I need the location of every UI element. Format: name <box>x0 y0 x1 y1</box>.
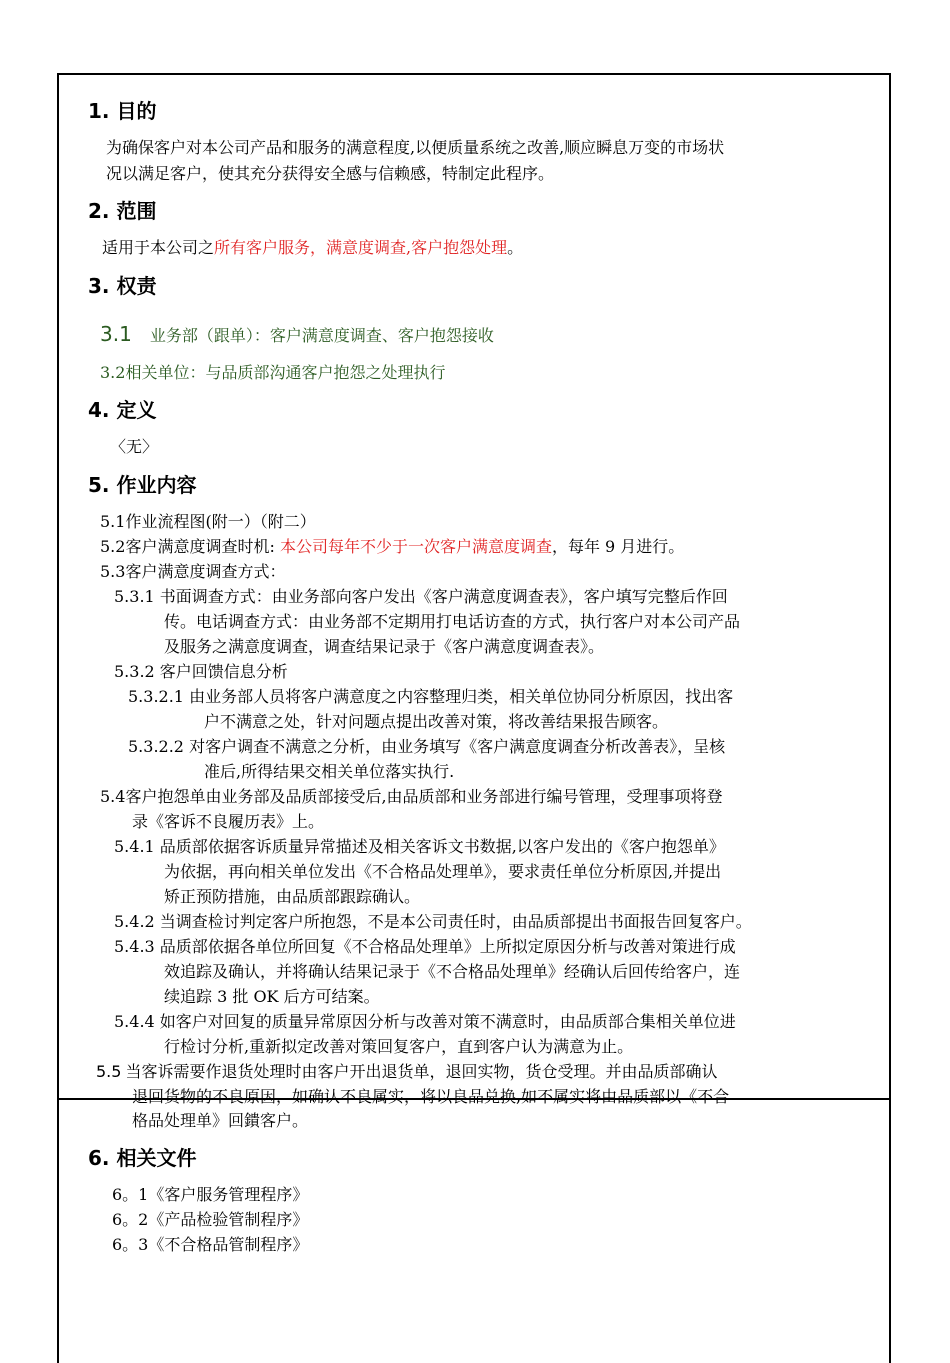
para-5-4-line-1: 5.4客户抱怨单由业务部及品质部接受后,由品质部和业务部进行编号管理，受理事项将登 <box>100 787 723 806</box>
section-6-heading: 6. 相关文件 <box>88 1146 197 1170</box>
para-5-4-1-line-1: 5.4.1 品质部依据客诉质量异常描述及相关客诉文书数据,以客户发出的《客户抱怨单》 <box>114 837 725 856</box>
para-5-4-3-line-3: 续追踪 3 批 OK 后方可结案。 <box>164 987 380 1006</box>
para-5-3-2-1-line-1: 5.3.2.1 由业务部人员将客户满意度之内容整理归类，相关单位协同分析原因，找出客 <box>128 687 734 706</box>
para-5-2-suffix: ，每年 9 月进行。 <box>551 537 685 556</box>
section-1-line-2: 况以满足客户，使其充分获得安全感与信赖感，特制定此程序。 <box>106 164 555 183</box>
section-3-item-1-text: 业务部（跟单）：客户满意度调查、客户抱怨接收 <box>149 326 494 345</box>
para-5-3-1-line-1: 5.3.1 书面调查方式：由业务部向客户发出《客户满意度调查表》，客户填写完整后作回 <box>114 587 728 606</box>
para-5-3-2-2-line-1: 5.3.2.2 对客户调查不满意之分析，由业务填写《客户满意度调查分析改善表》，呈核 <box>128 737 726 756</box>
section-3-item-1-number: 3.1 <box>100 322 132 346</box>
para-5-4-3-line-1: 5.4.3 品质部依据各单位所回复《不合格品处理单》上所拟定原因分析与改善对策进行成 <box>114 937 736 956</box>
para-5-2-prefix: 5.2客户满意度调查时机: <box>100 537 280 556</box>
para-5-4-2: 5.4.2 当调查检讨判定客户所抱怨，不是本公司责任时，由品质部提出书面报告回复客户。 <box>114 912 752 931</box>
section-4-body: 〈无〉 <box>110 437 159 456</box>
section-2-heading: 2. 范围 <box>88 199 157 223</box>
para-5-5-line-1 <box>96 1061 717 1083</box>
para-5-5-number: 5.5 <box>96 1062 122 1081</box>
para-5-4-4-line-2: 行检讨分析,重新拟定改善对策回复客户，直到客户认为满意为止。 <box>164 1037 634 1056</box>
section-4-heading: 4. 定义 <box>88 398 157 422</box>
para-5-5-line-2: 退回货物的不良原因，如确认不良属实，将以良品兑换,如不属实将由品质部以《不合 <box>132 1087 730 1106</box>
related-doc-1: 6。1《客户服务管理程序》 <box>112 1185 309 1204</box>
para-5-3-2: 5.3.2 客户回馈信息分析 <box>114 662 288 681</box>
para-5-5-text-1: 当客诉需要作退货处理时由客户开出退货单，退回实物，货仓受理。并由品质部确认 <box>125 1062 718 1081</box>
section-1-line-1: 为确保客户对本公司产品和服务的满意程度,以便质量系统之改善,顺应瞬息万变的市场状 <box>106 138 725 157</box>
para-5-3-1-line-2: 传。电话调查方式：由业务部不定期用打电话访查的方式，执行客户对本公司产品 <box>164 612 741 631</box>
para-5-4-1-line-2: 为依据，再向相关单位发出《不合格品处理单》，要求责任单位分析原因,并提出 <box>164 862 722 881</box>
section-3-heading: 3. 权责 <box>88 274 157 298</box>
section-3-item-2: 3.2相关单位：与品质部沟通客户抱怨之处理执行 <box>100 363 446 382</box>
para-5-4-1-line-3: 矫正预防措施，由品质部跟踪确认。 <box>164 887 421 906</box>
para-5-3: 5.3客户满意度调查方式： <box>100 562 286 581</box>
para-5-4-line-2: 录《客诉不良履历表》上。 <box>132 812 325 831</box>
para-5-4-4-line-1: 5.4.4 如客户对回复的质量异常原因分析与改善对策不满意时，由品质部合集相关单位进 <box>114 1012 736 1031</box>
section-3-item-1 <box>100 323 494 347</box>
section-1-heading: 1. 目的 <box>88 99 157 123</box>
section-2-highlight: 所有客户服务，满意度调查,客户抱怨处理 <box>214 238 508 257</box>
para-5-4-3-line-2: 效追踪及确认，并将确认结果记录于《不合格品处理单》经确认后回传给客户，连 <box>164 962 741 981</box>
para-5-5-line-3: 格品处理单》回鐀客户。 <box>132 1111 309 1130</box>
section-2-prefix: 适用于本公司之 <box>102 238 215 257</box>
para-5-2 <box>100 536 684 558</box>
para-5-2-highlight: 本公司每年不少于一次客户满意度调查 <box>279 537 552 556</box>
para-5-3-1-line-3: 及服务之满意度调查，调查结果记录于《客户满意度调查表》。 <box>164 637 605 656</box>
section-2-body <box>102 237 523 259</box>
para-5-3-2-1-line-2: 户不满意之处，针对问题点提出改善对策，将改善结果报告顾客。 <box>204 712 669 731</box>
para-5-3-2-2-line-2: 准后,所得结果交相关单位落实执行. <box>204 762 455 781</box>
section-5-heading: 5. 作业内容 <box>88 473 197 497</box>
para-5-1: 5.1作业流程图(附一）（附二） <box>100 512 316 531</box>
section-2-suffix: 。 <box>507 238 524 257</box>
related-doc-2: 6。2《产品检验管制程序》 <box>112 1210 309 1229</box>
frame-right-rule <box>889 318 891 1100</box>
related-doc-3: 6。3《不合格品管制程序》 <box>112 1235 309 1254</box>
